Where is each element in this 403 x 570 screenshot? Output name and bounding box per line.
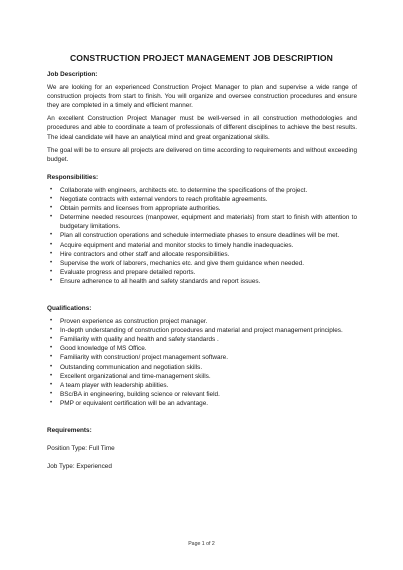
job-description-heading: Job Description:: [47, 71, 98, 78]
list-item: • In-depth understanding of construction procedures and material and project management principles.: [50, 327, 343, 335]
list-item: • Outstanding communication and negotiation skills.: [50, 363, 203, 371]
list-item: • Good knowledge of MS Office.: [50, 345, 147, 353]
list-item: • Acquire equipment and material and monitor stocks to timely handle inadequacies.: [50, 241, 294, 249]
bullet-icon: •: [50, 399, 53, 406]
responsibilities-list: [47, 186, 357, 286]
bullet-icon: •: [50, 381, 53, 388]
bullet-icon: •: [50, 241, 53, 248]
bullet-icon: •: [50, 390, 53, 397]
position-type-text: Position Type: Full Time: [47, 445, 115, 453]
bullet-icon: •: [50, 336, 53, 343]
bullet-icon: •: [50, 345, 53, 352]
bullet-icon: •: [50, 186, 53, 193]
bullet-icon: •: [50, 327, 53, 334]
bullet-icon: •: [50, 232, 53, 239]
job-description-paragraph-2: An excellent Construction Project Manager must be well-versed in all construction methodologies and procedures and able to coordinate a team of professionals of different disciplines to achieve the best results. The ideal candidate will have an analytical mind and great organizational skills.: [47, 115, 357, 141]
qualifications-list: [47, 317, 357, 408]
job-description-paragraph-1: We are looking for an experienced Construction Project Manager to plan and supervise a wide range of construction projects from start to finish. You will organize and oversee construction procedures and ensure they are completed in a timely and efficient manner.: [47, 84, 357, 110]
bullet-icon: •: [50, 268, 53, 275]
list-item: • Familiarity with construction/ project management software.: [50, 354, 228, 362]
list-item: • Familiarity with quality and health and safety standards .: [50, 336, 219, 344]
list-item: • A team player with leadership abilities.: [50, 381, 169, 389]
bullet-icon: •: [50, 277, 53, 284]
list-item: • BSc/BA in engineering, building science or relevant field.: [50, 390, 220, 398]
list-item: • Supervise the work of laborers, mechanics etc. and give them guidance when needed.: [50, 259, 305, 267]
list-item: • Excellent organizational and time-management skills.: [50, 372, 211, 380]
list-item: • PMP or equivalent certification will be an advantage.: [50, 399, 209, 407]
page-number: Page 1 of 2: [188, 541, 215, 547]
document-body: [47, 70, 357, 471]
bullet-icon: •: [50, 205, 53, 212]
list-item: • Ensure adherence to all health and safety standards and report issues.: [50, 277, 261, 285]
bullet-icon: •: [50, 214, 53, 221]
list-item: • Determine needed resources (manpower, equipment and materials) from start to finish with attention to budgetary limitations.: [50, 214, 357, 231]
bullet-icon: •: [50, 259, 53, 266]
qualifications-heading: Qualifications:: [47, 304, 92, 312]
bullet-icon: •: [50, 354, 53, 361]
responsibilities-heading: Responsibilities:: [47, 173, 99, 181]
bullet-icon: •: [50, 318, 53, 325]
bullet-icon: •: [50, 250, 53, 257]
list-item: • Collaborate with engineers, architects etc. to determine the specifications of the project.: [50, 186, 308, 194]
job-type-text: Job Type: Experienced: [47, 463, 112, 471]
list-item: • Plan all construction operations and schedule intermediate phases to ensure deadlines will be met.: [50, 232, 340, 240]
document-title: CONSTRUCTION PROJECT MANAGEMENT JOB DESCRIPTION: [69, 53, 333, 63]
list-item: • Negotiate contracts with external vendors to reach profitable agreements.: [50, 196, 268, 204]
requirements-heading: Requirements:: [47, 427, 92, 434]
job-description-paragraph-3: The goal will be to ensure all projects are delivered on time according to requirements and without exceeding budget.: [47, 146, 357, 163]
bullet-icon: •: [50, 363, 53, 370]
list-item: • Obtain permits and licenses from appropriate authorities.: [50, 205, 221, 213]
list-item: • Hire contractors and other staff and allocate responsibilities.: [50, 250, 230, 258]
list-item: • Evaluate progress and prepare detailed reports.: [50, 268, 196, 276]
bullet-icon: •: [50, 196, 53, 203]
bullet-icon: •: [50, 372, 53, 379]
list-item: • Proven experience as construction project manager.: [50, 318, 208, 326]
